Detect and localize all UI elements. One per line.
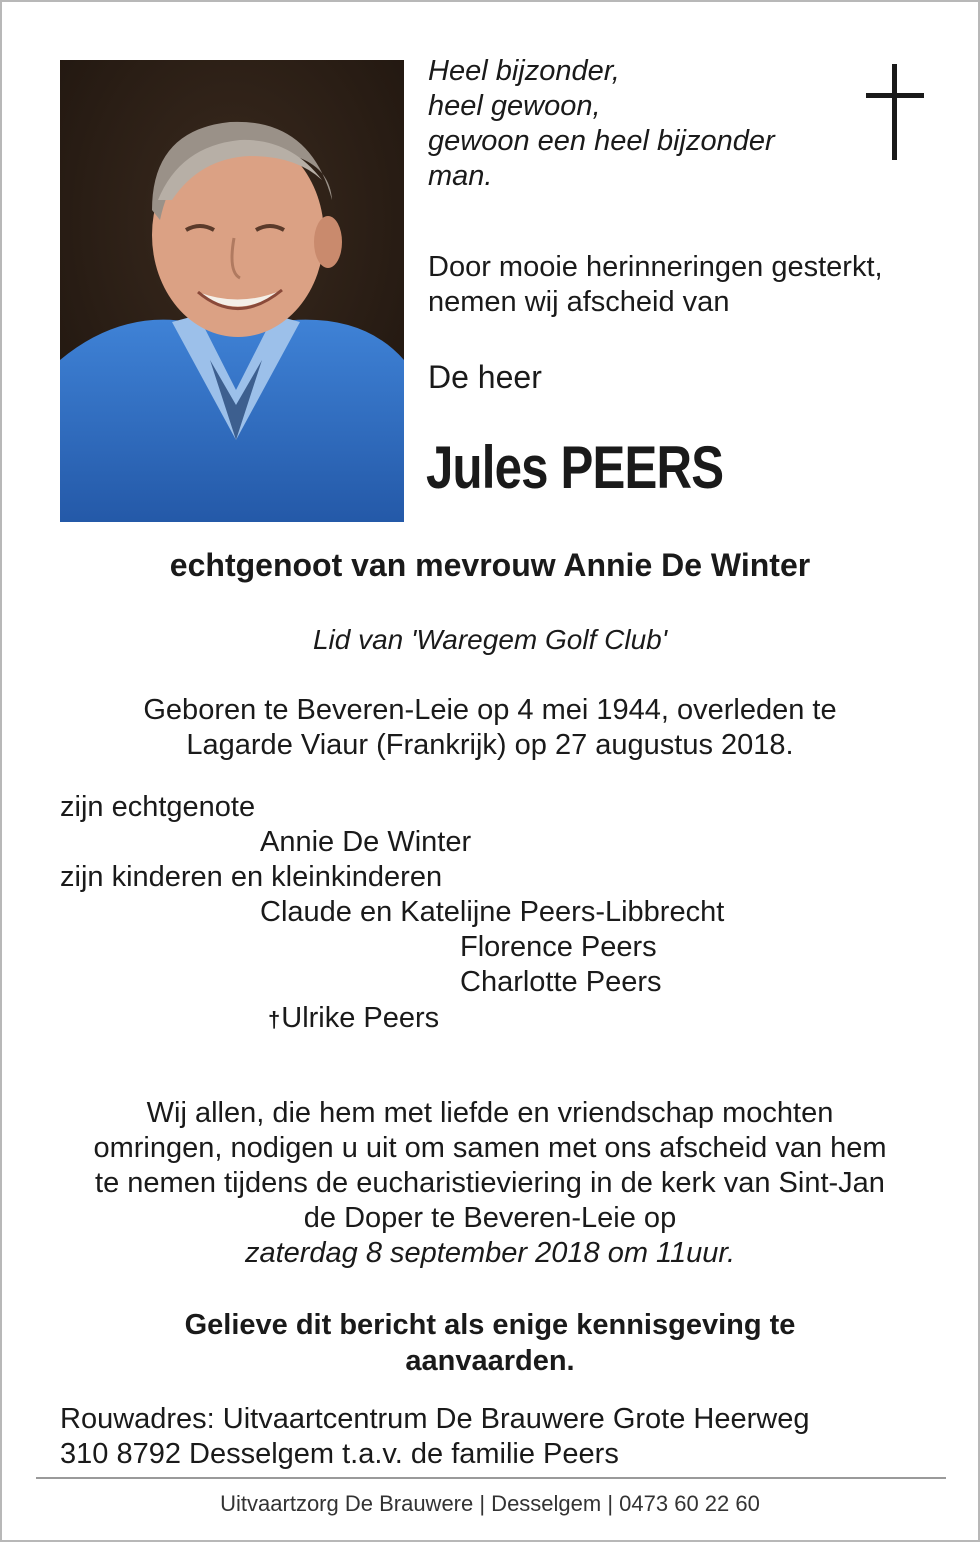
divider xyxy=(36,1477,946,1479)
ceremony-date: zaterdag 8 september 2018 om 11uur. xyxy=(244,1237,736,1269)
invitation-text: Wij allen, die hem met liefde en vriendschap mochten omringen, nodigen u uit om samen met ons afscheid van hem te nemen tijdens de eucharistieviering in de kerk van Sint-Jan de Doper te Beveren-Leie op xyxy=(93,1097,887,1234)
footer-funeral-home: Uitvaartzorg De Brauwere | Desselgem | 0473 60 22 60 xyxy=(220,1491,760,1516)
spouse-line: echtgenoot van mevrouw Annie De Winter xyxy=(169,547,811,583)
portrait-illustration xyxy=(60,60,404,522)
verse-text: Heel bijzonder, heel gewoon, gewoon een heel bijzonder man. xyxy=(428,55,775,192)
salutation: De heer xyxy=(428,359,542,395)
intro-text: Door mooie herinneringen gesterkt, nemen wij afscheid van xyxy=(428,251,883,318)
deceased-name: Jules PEERS xyxy=(426,434,724,501)
notice-text: Gelieve dit bericht als enige kennisgeving te aanvaarden. xyxy=(184,1309,796,1377)
children-label: zijn kinderen en kleinkinderen xyxy=(60,861,443,893)
grandchild-name: Charlotte Peers xyxy=(460,966,662,998)
deceased-child-entry xyxy=(268,1001,439,1037)
small-cross-icon: † xyxy=(268,1007,281,1032)
cross-icon xyxy=(866,64,924,160)
wife-name: Annie De Winter xyxy=(260,826,472,858)
mourning-address: Rouwadres: Uitvaartcentrum De Brauwere Grote Heerweg 310 8792 Desselgem t.a.v. de familie Peers xyxy=(60,1403,810,1470)
birth-death-details: Geboren te Beveren-Leie op 4 mei 1944, overleden te Lagarde Viaur (Frankrijk) op 27 augustus 2018. xyxy=(143,694,837,761)
grandchild-name: Florence Peers xyxy=(460,931,657,963)
child-name: Ulrike Peers xyxy=(281,1002,440,1034)
wife-label: zijn echtgenote xyxy=(60,791,256,823)
club-membership: Lid van 'Waregem Golf Club' xyxy=(312,624,668,655)
child-name: Claude en Katelijne Peers-Libbrecht xyxy=(260,896,725,928)
portrait-photo xyxy=(60,60,404,522)
